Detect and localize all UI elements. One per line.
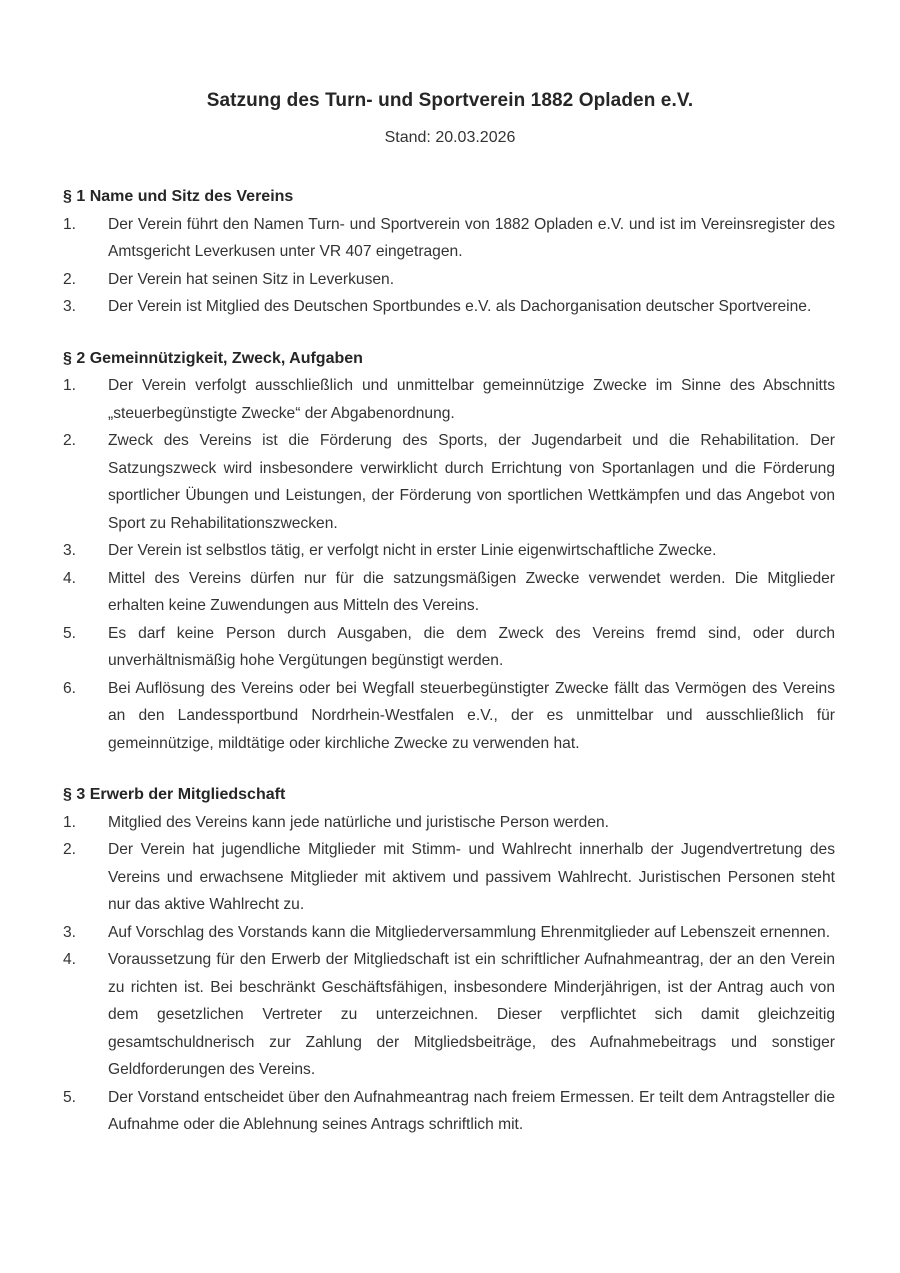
- list-item: [63, 211, 835, 266]
- item-number: 4.: [63, 951, 77, 968]
- item-number: 1.: [63, 813, 77, 831]
- list-item: [63, 919, 835, 947]
- item-number: 1.: [63, 377, 77, 394]
- item-number: 2.: [63, 432, 77, 449]
- list-item: [63, 1084, 835, 1139]
- list-item: [63, 565, 835, 620]
- item-text: Auf Vorschlag des Vorstands kann die Mitgliederversammlung Ehrenmitglieder auf Lebenszeit ernennen.: [108, 923, 831, 941]
- document-body: [63, 183, 835, 1139]
- item-text: Der Verein führt den Namen Turn- und Sportverein von 1882 Opladen e.V. und ist im Vereinsregister des Amtsgericht Leverkusen unter VR 407 eingetragen.: [108, 215, 835, 260]
- item-number: 6.: [63, 679, 77, 697]
- list-item: [63, 266, 835, 294]
- item-text: Voraussetzung für den Erwerb der Mitgliedschaft ist ein schriftlicher Aufnahmeantrag, der an den Verein zu richten ist. Bei beschränkt Geschäftsfähigen, insbesondere Minderjährigen, ist der Antrag auch von dem gesetzlichen Vertreter zu unterzeichnen. Dieser verpflichtet sich damit gleichzeitig gesamtschuldnerisch zur Zahlung der Mitgliedsbeiträge, des Aufnahmebeitrags und sonstiger Geldforderungen des Vereins.: [108, 951, 835, 1078]
- list-item: [63, 946, 835, 1084]
- list-item: [63, 537, 835, 565]
- item-text: Bei Auflösung des Vereins oder bei Wegfall steuerbegünstigter Zwecke fällt das Vermögen des Vereins an den Landessportbund Nordrhein-Westfalen e.V., der es unmittelbar und ausschließlich für gemeinnützige, mildtätige oder kirchliche Zwecke zu verwenden hat.: [108, 679, 835, 752]
- item-number: 2.: [63, 270, 77, 288]
- list-item: [63, 675, 835, 758]
- item-text: Der Verein verfolgt ausschließlich und unmittelbar gemeinnützige Zwecke im Sinne des Abschnitts „steuerbegünstigte Zwecke“ der Abgabenordnung.: [108, 377, 835, 422]
- item-number: 3.: [63, 542, 77, 559]
- section-2-gemeinnuetzigkeit: [63, 345, 835, 758]
- document-title: Satzung des Turn- und Sportverein 1882 Opladen e.V.: [206, 90, 694, 111]
- numbered-list: [63, 809, 835, 1139]
- list-item: [63, 293, 835, 321]
- section-3-erwerb-der-mitgliedschaft: [63, 781, 835, 1139]
- item-number: 2.: [63, 841, 77, 858]
- section-heading: § 2 Gemeinnützigkeit, Zweck, Aufgaben: [63, 349, 363, 367]
- item-text: Der Verein ist selbstlos tätig, er verfolgt nicht in erster Linie eigenwirtschaftliche Zwecke.: [108, 542, 717, 559]
- item-text: Es darf keine Person durch Ausgaben, die dem Zweck des Vereins fremd sind, oder durch unverhältnismäßig hohe Vergütungen begünstigt werden.: [108, 624, 835, 669]
- item-number: 3.: [63, 298, 77, 315]
- list-item: [63, 809, 835, 837]
- list-item: [63, 427, 835, 537]
- item-number: 5.: [63, 624, 77, 642]
- item-text: Der Verein ist Mitglied des Deutschen Sportbundes e.V. als Dachorganisation deutscher Sportvereine.: [108, 298, 812, 315]
- item-text: Mitglied des Vereins kann jede natürliche und juristische Person werden.: [108, 813, 610, 831]
- section-heading: § 1 Name und Sitz des Vereins: [63, 188, 294, 205]
- section-heading: § 3 Erwerb der Mitgliedschaft: [63, 786, 286, 803]
- item-text: Mittel des Vereins dürfen nur für die satzungsmäßigen Zwecke verwendet werden. Die Mitglieder erhalten keine Zuwendungen aus Mitteln des Vereins.: [108, 569, 835, 614]
- item-text: Der Verein hat seinen Sitz in Leverkusen.: [108, 270, 395, 288]
- item-number: 1.: [63, 215, 77, 233]
- item-number: 4.: [63, 569, 77, 587]
- numbered-list: [63, 211, 835, 321]
- item-text: Der Verein hat jugendliche Mitglieder mit Stimm- und Wahlrecht innerhalb der Jugendvertretung des Vereins und erwachsene Mitglieder mit aktivem und passivem Wahlrecht. Juristischen Personen steht nur das aktive Wahlrecht zu.: [108, 841, 835, 913]
- item-text: Zweck des Vereins ist die Förderung des Sports, der Jugendarbeit und die Rehabilitation. Der Satzungszweck wird insbesondere verwirklicht durch Errichtung von Sportanlagen und die Förderung sportlicher Übungen und Leistungen, der Förderung von sportlichen Wettkämpfen und das Angebot von Sport zu Rehabilitationszwecken.: [108, 432, 835, 532]
- numbered-list: [63, 372, 835, 757]
- list-item: [63, 372, 835, 427]
- item-number: 5.: [63, 1088, 77, 1106]
- item-text: Der Vorstand entscheidet über den Aufnahmeantrag nach freiem Ermessen. Er teilt dem Antragsteller die Aufnahme oder die Ablehnung seines Antrags schriftlich mit.: [108, 1088, 835, 1133]
- document-date: Stand: 20.03.2026: [384, 129, 516, 146]
- list-item: [63, 620, 835, 675]
- section-1-name-und-sitz: [63, 183, 835, 321]
- item-number: 3.: [63, 923, 77, 941]
- list-item: [63, 836, 835, 919]
